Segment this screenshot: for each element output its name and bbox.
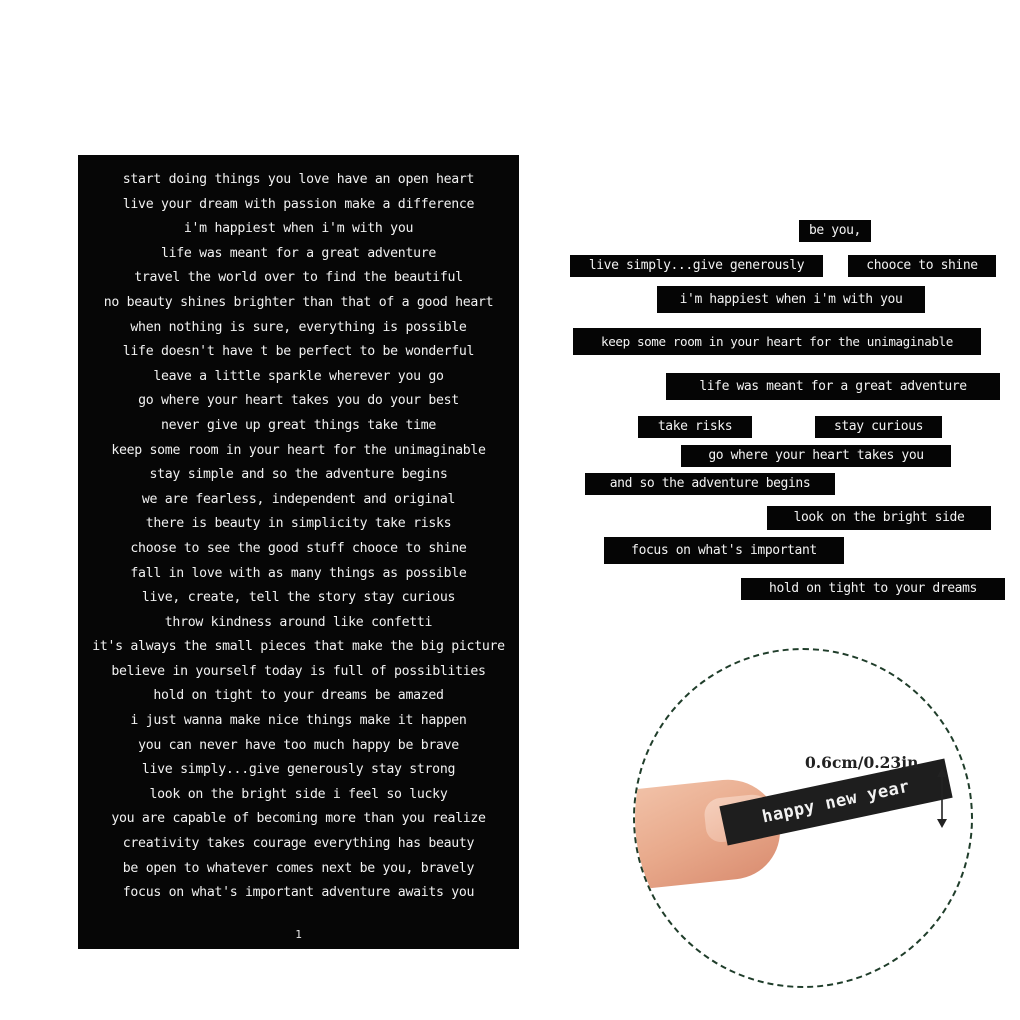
sticker-keep-some-room: keep some room in your heart for the unimaginable [573, 328, 981, 355]
sticker-adventure-begins: and so the adventure begins [585, 473, 835, 495]
sheet-line: when nothing is sure, everything is possible [130, 319, 467, 335]
sticker-focus: focus on what's important [604, 537, 844, 564]
sheet-line: be open to whatever comes next be you, bravely [122, 860, 475, 876]
sticker-take-risks: take risks [638, 416, 752, 438]
sticker-hold-on: hold on tight to your dreams [741, 578, 1005, 600]
sticker-be-you: be you, [799, 220, 871, 242]
sheet-line: life was meant for a great adventure [160, 245, 437, 261]
sheet-line: travel the world over to find the beautiful [134, 270, 463, 286]
sheet-line: live, create, tell the story stay curious [141, 590, 456, 606]
sticker-go-where: go where your heart takes you [681, 445, 951, 467]
sheet-line: look on the bright side i feel so lucky [149, 786, 448, 802]
sheet-line: i'm happiest when i'm with you [183, 221, 414, 237]
sheet-line: go where your heart takes you do your best [138, 393, 459, 409]
sheet-line: fall in love with as many things as possible [130, 565, 467, 581]
sheet-line: stay simple and so the adventure begins [149, 467, 448, 483]
sticker-sheet-lines [78, 168, 519, 906]
sheet-line: live simply...give generously stay strong [141, 762, 456, 778]
sheet-line: i just wanna make nice things make it happen [130, 713, 467, 729]
sheet-line: there is beauty in simplicity take risks [145, 516, 452, 532]
sticker-stay-curious: stay curious [815, 416, 942, 438]
sticker-chooce-to-shine: chooce to shine [848, 255, 996, 277]
sample-sticker: happy new year [719, 759, 952, 846]
sheet-line: life doesn't have t be perfect to be wonderful [122, 344, 475, 360]
sheet-line: we are fearless, independent and original [141, 491, 456, 507]
sheet-line: it's always the small pieces that make the big picture [92, 639, 505, 655]
sheet-line: start doing things you love have an open heart [122, 172, 475, 187]
sheet-line: choose to see the good stuff chooce to shine [130, 540, 467, 556]
sticker-sheet [78, 155, 519, 949]
sticker-happiest: i'm happiest when i'm with you [657, 286, 925, 313]
sheet-line: keep some room in your heart for the unimaginable [111, 442, 486, 458]
sheet-line: focus on what's important adventure awaits you [122, 885, 475, 901]
sticker-live-simply: live simply...give generously [570, 255, 823, 277]
double-arrow-icon [934, 768, 950, 828]
sheet-line: creativity takes courage everything has beauty [122, 836, 475, 852]
page-number: 1 [295, 928, 302, 941]
sticker-life-adventure: life was meant for a great adventure [666, 373, 1000, 400]
sticker-bright-side: look on the bright side [767, 506, 991, 530]
sheet-line: believe in yourself today is full of possiblities [111, 663, 486, 679]
sheet-line: you can never have too much happy be brave [138, 737, 459, 753]
sheet-line: live your dream with passion make a difference [122, 196, 475, 212]
sheet-line: leave a little sparkle wherever you go [153, 368, 444, 384]
sheet-line: no beauty shines brighter than that of a good heart [103, 294, 494, 310]
size-label: 0.6cm/0.23in [805, 753, 919, 772]
sheet-line: throw kindness around like confetti [164, 614, 433, 630]
size-detail-circle [633, 648, 973, 988]
sheet-line: never give up great things take time [160, 417, 437, 433]
sheet-line: hold on tight to your dreams be amazed [153, 688, 444, 704]
sheet-line: you are capable of becoming more than you realize [111, 811, 486, 827]
